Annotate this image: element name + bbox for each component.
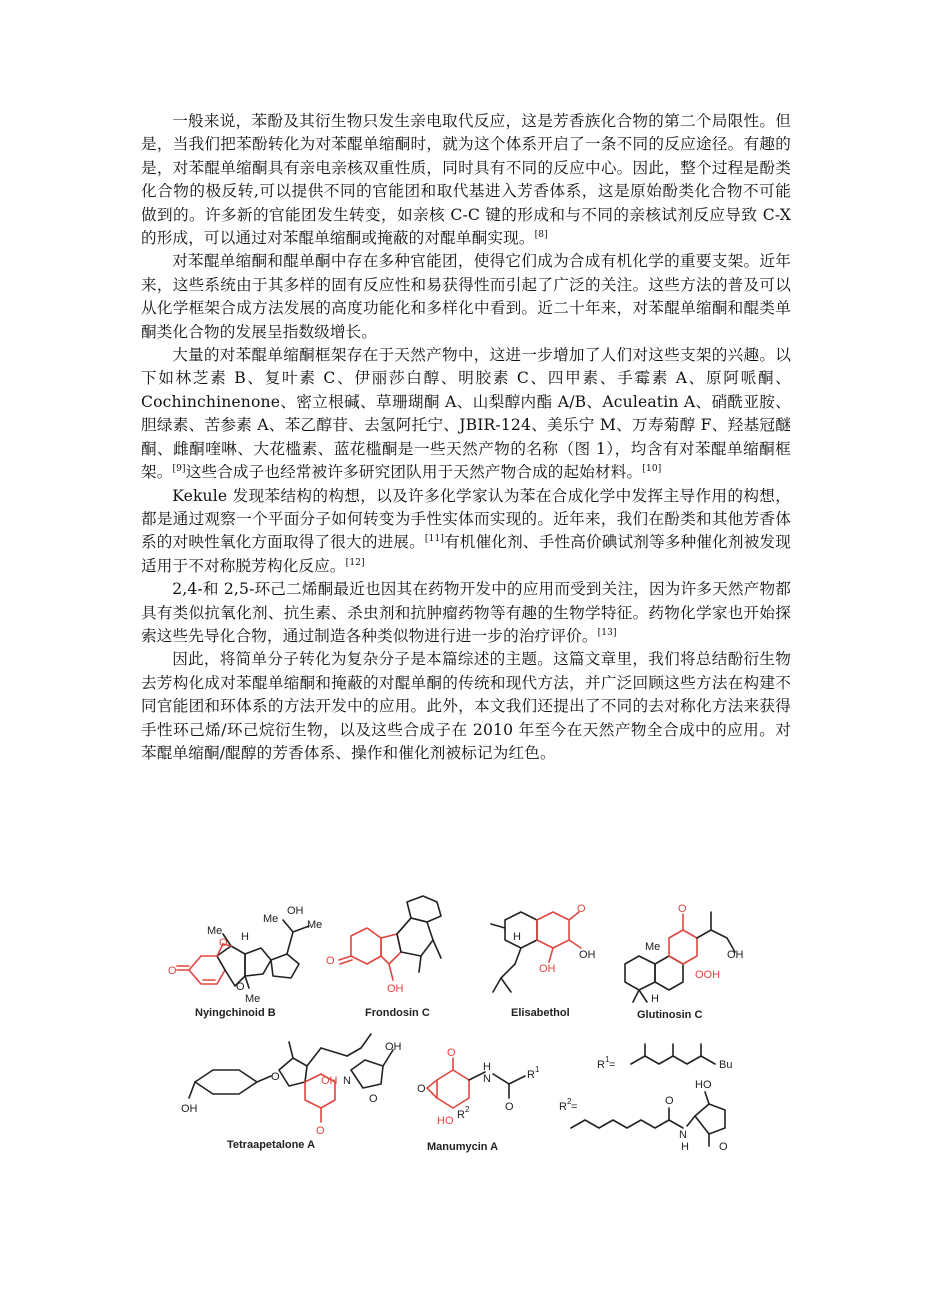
label-manumycin-a: Manumycin A bbox=[427, 1141, 499, 1153]
r-group-definitions bbox=[559, 1044, 732, 1153]
paragraph-2: 对苯醌单缩酮和醌单酮中存在多种官能团，使得它们成为合成有机化学的重要支架。近年来，这些系统由于其多样的固有反应性和易获得性而引起了广泛的关注。这些方法的普及可以从化学框架合成方法发展的高度功能化和多样化中看到。近二十年来，对苯醌单缩酮和醌类单酮类化合物的发展呈指数级增长。 bbox=[141, 252, 791, 341]
atom-me-2: Me bbox=[263, 913, 279, 925]
paragraph-1: 一般来说，苯酚及其衍生物只发生亲电取代反应，这是芳香族化合物的第二个局限性。但是，当我们把苯酚转化为对苯醌单缩酮时，就为这个体系开启了一条不同的反应途径。有趣的是，对苯醌单缩酮具有亲电亲核双重性质，同时具有不同的反应中心。因此，整个过程是酚类化合物的极反转,可以提供不同的官能团和取代基进入芳香体系，这是原始酚类化合物不可能做到的。许多新的官能团发生转变，如亲核 C-C 键的形成和与不同的亲核试剂反应导致 C-X 的形成，可以通过对苯醌单缩酮或掩蔽的对醌单酮实现。[8] bbox=[141, 112, 791, 248]
citation-11: [11] bbox=[424, 534, 444, 545]
label-glutinosin-c: Glutinosin C bbox=[637, 1009, 703, 1021]
paragraph-4: Kekule 发现苯结构的构想，以及许多化学家认为苯在合成化学中发挥主导作用的构想，都是通过观察一个平面分子如何转变为手性实体而实现的。近年来，我们在酚类和其他芳香体系的对映性氧化方面取得了很大的进展。[11]有机催化剂、手性高价碘试剂等多种催化剂被发现适用于不对称脱芳构化反应。[12] bbox=[141, 486, 791, 575]
atom-o-r2-ring: O bbox=[719, 1141, 728, 1153]
paragraph-5: 2,4-和 2,5-环己二烯酮最近也因其在药物开发中的应用而受到关注，因为许多天然产物都具有类似抗氧化剂、抗生素、杀虫剂和抗肿瘤药物等有趣的生物学特征。药物化学家也开始探索这些先导化合物，通过制造各种类似物进行进一步的治疗评价。[13] bbox=[141, 580, 791, 645]
citation-12: [12] bbox=[345, 557, 365, 568]
atom-n-r2: N bbox=[679, 1129, 687, 1141]
label-tetraapetalone-a: Tetraapetalone A bbox=[227, 1139, 316, 1151]
atom-oh-frondosin: OH bbox=[387, 983, 404, 995]
atom-me-1: Me bbox=[207, 925, 223, 937]
atom-r1: R bbox=[527, 1069, 535, 1081]
atom-oh-elisabethol-1: OH bbox=[579, 949, 596, 961]
atom-o-epoxide: O bbox=[219, 937, 228, 949]
r2-def-label: R bbox=[559, 1101, 567, 1113]
atom-oh-tetra-3: OH bbox=[385, 1041, 402, 1053]
frondosin-c-structure bbox=[326, 896, 441, 1019]
atom-n-manumycin: N bbox=[483, 1073, 491, 1085]
atom-h-r2: H bbox=[681, 1141, 689, 1153]
atom-r2-sup: 2 bbox=[465, 1105, 470, 1114]
atom-o-tetra-2: O bbox=[369, 1093, 378, 1105]
atom-oh-elisabethol-2: OH bbox=[539, 963, 556, 975]
label-elisabethol: Elisabethol bbox=[511, 1007, 570, 1019]
atom-oh-tetra-2: OH bbox=[321, 1075, 338, 1087]
r2-def-sup: 2 bbox=[567, 1097, 572, 1106]
label-nyingchinoid-b: Nyingchinoid B bbox=[195, 1007, 276, 1019]
atom-o-ring: O bbox=[236, 981, 245, 993]
atom-me-4: Me bbox=[245, 993, 261, 1005]
nyingchinoid-b-structure bbox=[168, 905, 322, 1019]
atom-o-frondosin: O bbox=[326, 955, 335, 967]
citation-8: [8] bbox=[534, 229, 548, 240]
atom-ho-manumycin: HO bbox=[437, 1115, 454, 1127]
atom-bu: Bu bbox=[719, 1059, 733, 1071]
r1-def-eq: = bbox=[609, 1059, 616, 1071]
atom-o-elisabethol: O bbox=[577, 903, 586, 915]
structures-svg bbox=[168, 898, 755, 1158]
atom-ooh-glutinosin: OOH bbox=[695, 969, 721, 981]
atom-h-manumycin: H bbox=[483, 1061, 491, 1073]
atom-h-1: H bbox=[241, 931, 249, 943]
atom-n-tetra: N bbox=[343, 1075, 351, 1087]
r1-def-label: R bbox=[597, 1059, 605, 1071]
paragraph-3: 大量的对苯醌单缩酮框架存在于天然产物中，这进一步增加了人们对这些支架的兴趣。以下如林芝素 B、复叶素 C、伊丽莎白醇、明胶素 C、四甲素、手霉素 A、原阿哌酮、Cochinchinenone、密立根碱、草珊瑚酮 A、山梨醇内酯 A/B、Aculeatin A、硝酰亚胺、胆绿素、苦参素 A、苯乙醇苷、去氢阿托宁、JBIR-124、美乐宁 M、万寿菊醇 F、羟基冠醚酮、雌酮喹啉、大花槛素、蓝花槛酮是一些天然产物的名称（图 1），均含有对苯醌单缩酮框架。[9]这些合成子也经常被许多研究团队用于天然产物合成的起始材料。[10] bbox=[141, 346, 791, 482]
article-body bbox=[141, 110, 791, 765]
atom-r2: R bbox=[457, 1109, 465, 1121]
atom-o-ketone: O bbox=[168, 965, 177, 977]
atom-oh-glutinosin: OH bbox=[727, 949, 744, 961]
atom-o-glutinosin: O bbox=[678, 903, 687, 915]
atom-h-glutinosin: H bbox=[651, 993, 659, 1005]
atom-oh-1: OH bbox=[287, 905, 304, 917]
elisabethol-structure bbox=[491, 903, 596, 1019]
atom-r1-sup: 1 bbox=[535, 1065, 540, 1074]
atom-o-amide: O bbox=[505, 1101, 514, 1113]
citation-10: [10] bbox=[642, 463, 662, 474]
r2-def-eq: = bbox=[571, 1101, 578, 1113]
manumycin-a-structure bbox=[417, 1047, 540, 1153]
atom-h-elisabethol: H bbox=[513, 931, 521, 943]
paragraph-6: 因此，将简单分子转化为复杂分子是本篇综述的主题。这篇文章里，我们将总结酚衍生物去芳构化成对苯醌单缩酮和掩蔽的对醌单酮的传统和现代方法，并广泛回顾这些方法在构建不同官能团和环体系的方法开发中的应用。此外，本文我们还提出了不同的去对称化方法来获得手性环己烯/环己烷衍生物，以及这些合成子在 2010 年至今在天然产物全合成中的应用。对苯醌单缩酮/醌醇的芳香体系、操作和催化剂被标记为红色。 bbox=[141, 650, 791, 762]
atom-o-r2-amide: O bbox=[665, 1095, 674, 1107]
citation-9: [9] bbox=[172, 463, 186, 474]
citation-13: [13] bbox=[597, 627, 617, 638]
atom-o-tetra: O bbox=[271, 1071, 280, 1083]
atom-ho-r2: HO bbox=[695, 1079, 712, 1091]
atom-o-tetra-ketone: O bbox=[316, 1125, 325, 1137]
atom-o-manumycin: O bbox=[447, 1047, 456, 1059]
atom-me-3: Me bbox=[307, 919, 323, 931]
tetraapetalone-a-structure bbox=[181, 1034, 402, 1151]
atom-me-glutinosin: Me bbox=[645, 941, 661, 953]
r1-def-sup: 1 bbox=[605, 1055, 610, 1064]
atom-o-epoxide-m: O bbox=[417, 1083, 426, 1095]
glutinosin-c-structure bbox=[625, 903, 744, 1021]
label-frondosin-c: Frondosin C bbox=[365, 1007, 430, 1019]
figure-1-natural-products bbox=[168, 898, 755, 1158]
atom-oh-tetra-1: OH bbox=[181, 1103, 198, 1115]
